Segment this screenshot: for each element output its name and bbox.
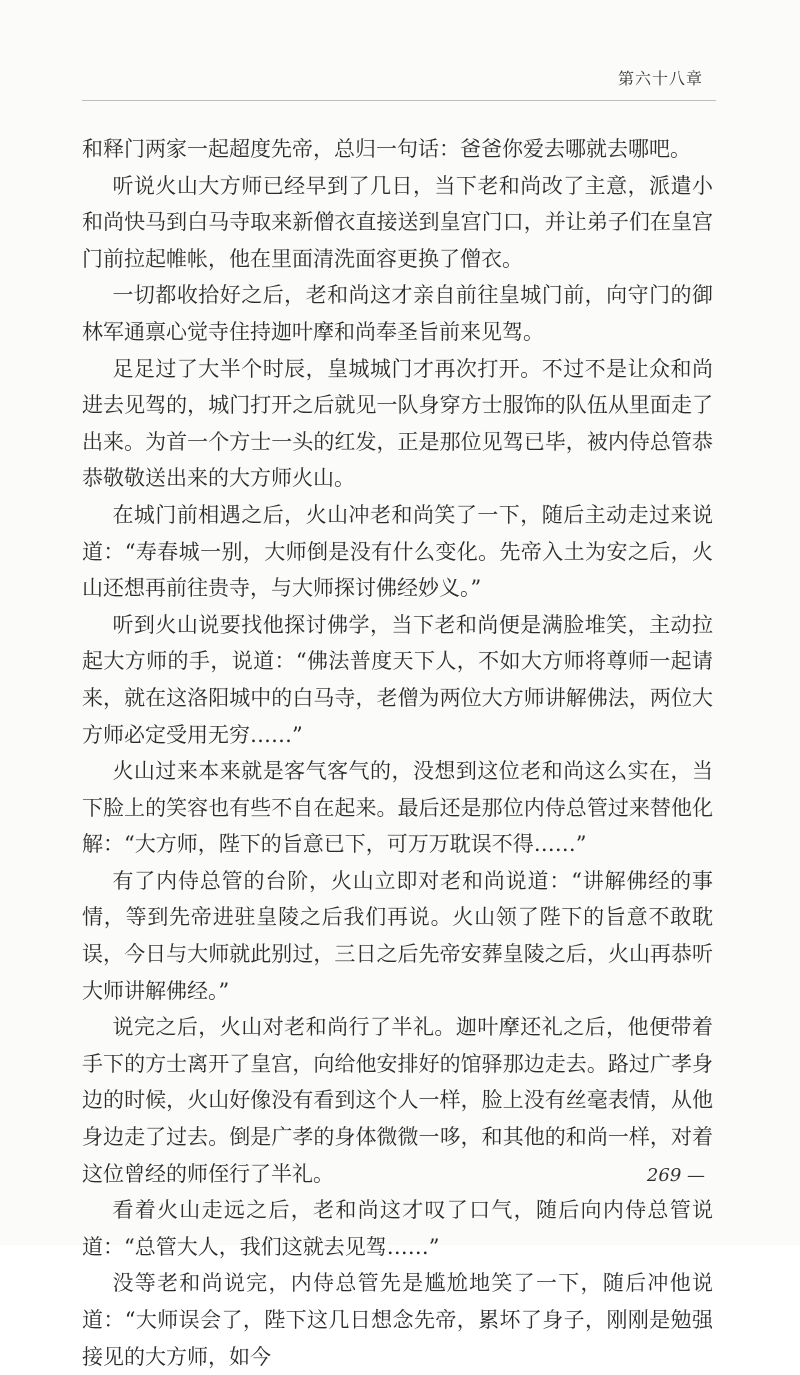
paragraph: 听到火山说要找他探讨佛学，当下老和尚便是满脸堆笑，主动拉起大方师的手，说道：“佛法普度天下人，不如大方师将尊师一起请来，就在这洛阳城中的白马寺，老僧为两位大方师讲解佛法，两位大方师必定受用无穷……” [82, 612, 713, 747]
header-divider [82, 100, 716, 101]
paragraph: 听说火山大方师已经早到了几日，当下老和尚改了主意，派遣小和尚快马到白马寺取来新僧衣直接送到皇宫门口，并让弟子们在皇宫门前拉起帷帐，他在里面清洗面容更换了僧衣。 [82, 173, 713, 271]
paragraph: 有了内侍总管的台阶，火山立即对老和尚说道：“讲解佛经的事情，等到先帝进驻皇陵之后我们再说。火山领了陛下的旨意不敢耽误，今日与大师就此别过，三日之后先帝安葬皇陵之后，火山再恭听大师讲解佛经。” [82, 868, 713, 1003]
paragraph: 一切都收拾好之后，老和尚这才亲自前往皇城门前，向守门的御林军通禀心觉寺住持迦叶摩和尚奉圣旨前来见驾。 [82, 283, 713, 344]
page-number: 269 — [646, 1165, 705, 1186]
paragraph: 和释门两家一起超度先帝，总归一句话：爸爸你爱去哪就去哪吧。 [82, 137, 691, 161]
paragraph: 火山过来本来就是客气客气的，没想到这位老和尚这么实在，当下脸上的笑容也有些不自在起来。最后还是那位内侍总管过来替他化解：“大方师，陛下的旨意已下，可万万耽误不得……” [82, 759, 713, 857]
chapter-header: 第六十八章 [617, 69, 703, 88]
paragraph: 说完之后，火山对老和尚行了半礼。迦叶摩还礼之后，他便带着手下的方士离开了皇宫，向给他安排好的馆驿那边走去。路过广孝身边的时候，火山好像没有看到这个人一样，脸上没有丝毫表情，从他身边走了过去。倒是广孝的身体微微一哆，和其他的和尚一样，对着这位曾经的师侄行了半礼。 [82, 1015, 713, 1186]
paragraph: 足足过了大半个时辰，皇城城门才再次打开。不过不是让众和尚进去见驾的，城门打开之后就见一队身穿方士服饰的队伍从里面走了出来。为首一个方士一头的红发，正是那位见驾已毕，被内侍总管恭恭敬敬送出来的大方师火山。 [82, 356, 713, 491]
body-text [82, 131, 713, 1375]
paragraph: 在城门前相遇之后，火山冲老和尚笑了一下，随后主动走过来说道：“寿春城一别，大师倒是没有什么变化。先帝入土为安之后，火山还想再前往贵寺，与大师探讨佛经妙义。” [82, 502, 713, 601]
paragraph: 看着火山走远之后，老和尚这才叹了口气，随后向内侍总管说道：“总管大人，我们这就去见驾……” [82, 1198, 713, 1259]
paragraph: 没等老和尚说完，内侍总管先是尴尬地笑了一下，随后冲他说道：“大师误会了，陛下这几日想念先帝，累坏了身子，刚刚是勉强接见的大方师，如今 [82, 1271, 713, 1369]
